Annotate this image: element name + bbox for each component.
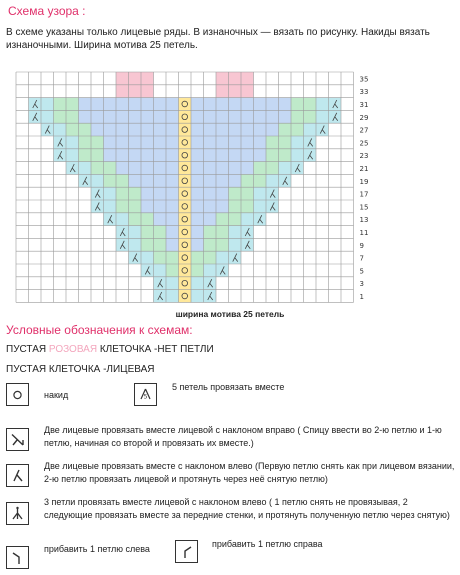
increase-left-icon xyxy=(6,546,29,569)
chart-cell xyxy=(254,149,267,162)
chart-cell xyxy=(229,123,242,136)
chart-cell xyxy=(91,149,104,162)
chart-cell xyxy=(191,98,204,111)
chart-cell xyxy=(254,136,267,149)
chart-cell xyxy=(104,200,117,213)
chart-cell xyxy=(154,123,167,136)
chart-cell xyxy=(229,72,242,85)
chart-cell xyxy=(141,162,154,175)
chart-cell xyxy=(104,162,117,175)
chart-cell xyxy=(154,213,167,226)
chart-cell xyxy=(266,110,279,123)
chart-cell xyxy=(179,149,192,162)
yarn-over-circle-icon xyxy=(6,383,29,406)
chart-cell xyxy=(191,200,204,213)
chart-cell xyxy=(304,98,317,111)
chart-cell xyxy=(154,136,167,149)
chart-cell xyxy=(204,110,217,123)
page-heading: Схема узора : xyxy=(8,4,86,18)
chart-cell xyxy=(291,123,304,136)
chart-cell xyxy=(116,187,129,200)
svg-text:5: 5 xyxy=(143,393,148,401)
chart-cell xyxy=(241,213,254,226)
chart-cell xyxy=(254,187,267,200)
chart-cell xyxy=(166,162,179,175)
chart-cell xyxy=(129,110,142,123)
chart-cell xyxy=(116,149,129,162)
chart-cell xyxy=(141,213,154,226)
chart-cell xyxy=(216,213,229,226)
chart-cell xyxy=(179,136,192,149)
chart-cell xyxy=(129,238,142,251)
chart-cell xyxy=(91,162,104,175)
chart-cell xyxy=(116,110,129,123)
row-number-label: 23 xyxy=(359,152,368,161)
chart-cell xyxy=(316,98,329,111)
chart-cell xyxy=(79,123,92,136)
chart-cell xyxy=(216,226,229,239)
chart-cell xyxy=(291,149,304,162)
chart-cell xyxy=(116,123,129,136)
chart-cell xyxy=(116,85,129,98)
chart-cell xyxy=(104,136,117,149)
chart-cell xyxy=(166,136,179,149)
legend-title: Условные обозначения к схемам: xyxy=(6,323,193,337)
chart-cell xyxy=(91,123,104,136)
chart-cell xyxy=(129,187,142,200)
chart-cell xyxy=(104,123,117,136)
chart-cell xyxy=(241,149,254,162)
row-number-label: 27 xyxy=(359,126,368,135)
chart-cell xyxy=(229,136,242,149)
no-stitch-label: КЛЕТОЧКА -НЕТ ПЕТЛИ xyxy=(99,344,214,355)
chart-cell xyxy=(179,213,192,226)
chart-cell xyxy=(154,162,167,175)
chart-cell xyxy=(279,149,292,162)
chart-cell xyxy=(204,149,217,162)
chart-cell xyxy=(116,98,129,111)
chart-cell xyxy=(54,123,67,136)
chart-cell xyxy=(229,238,242,251)
chart-cell xyxy=(241,123,254,136)
intro-text: В схеме указаны только лицевые ряды. В изнаночных — вязать по рисунку. Накиды вязать изнаночными. Ширина мотива 25 петель. xyxy=(6,27,430,51)
chart-cell xyxy=(129,136,142,149)
chart-cell xyxy=(66,136,79,149)
chart-cell xyxy=(229,174,242,187)
k3tog-left-icon xyxy=(6,502,29,525)
chart-cell xyxy=(104,174,117,187)
chart-cell xyxy=(66,149,79,162)
chart-cell xyxy=(254,162,267,175)
chart-cell xyxy=(254,123,267,136)
chart-cell xyxy=(191,264,204,277)
chart-cell xyxy=(166,251,179,264)
chart-cell xyxy=(216,85,229,98)
chart-cell xyxy=(216,174,229,187)
chart-cell xyxy=(191,251,204,264)
chart-cell xyxy=(91,98,104,111)
chart-cell xyxy=(129,213,142,226)
chart-cell xyxy=(79,110,92,123)
chart-cell xyxy=(204,200,217,213)
chart-cell xyxy=(229,110,242,123)
row-number-label: 21 xyxy=(359,165,368,173)
chart-cell xyxy=(204,136,217,149)
chart-cell xyxy=(166,110,179,123)
chart-cell xyxy=(166,226,179,239)
chart-cell xyxy=(241,174,254,187)
chart-cell xyxy=(116,72,129,85)
chart-cell xyxy=(166,200,179,213)
chart-cell xyxy=(279,123,292,136)
chart-cell xyxy=(229,187,242,200)
chart-cell xyxy=(241,187,254,200)
chart-cell xyxy=(129,226,142,239)
chart-cell xyxy=(204,174,217,187)
chart-cell xyxy=(191,149,204,162)
chart-cell xyxy=(104,187,117,200)
legend-incl-text: прибавить 1 петлю слева xyxy=(44,544,150,554)
chart-cell xyxy=(179,110,192,123)
chart-cell xyxy=(254,174,267,187)
chart-cell xyxy=(104,149,117,162)
chart-cell xyxy=(204,162,217,175)
chart-cell xyxy=(191,136,204,149)
chart-cell xyxy=(104,98,117,111)
chart-cell xyxy=(54,110,67,123)
chart-cell xyxy=(229,226,242,239)
chart-cell xyxy=(66,98,79,111)
chart-cell xyxy=(179,200,192,213)
chart-cell xyxy=(79,136,92,149)
chart-cell xyxy=(191,213,204,226)
chart-cell xyxy=(129,149,142,162)
chart-cell xyxy=(141,85,154,98)
chart-cell xyxy=(154,200,167,213)
chart-cell xyxy=(79,162,92,175)
chart-cell xyxy=(179,277,192,290)
chart-cell xyxy=(204,187,217,200)
chart-cell xyxy=(166,213,179,226)
legend-incr-text: прибавить 1 петлю справа xyxy=(212,539,323,549)
chart-cell xyxy=(229,200,242,213)
chart-cell xyxy=(191,162,204,175)
chart-cell xyxy=(241,162,254,175)
row-number-label: 7 xyxy=(359,254,364,263)
chart-cell xyxy=(204,98,217,111)
empty-label: ПУСТАЯ xyxy=(6,344,47,355)
legend-five-text: 5 петель провязать вместе xyxy=(172,382,285,392)
k2tog-right-icon xyxy=(6,428,29,451)
chart-cell xyxy=(291,98,304,111)
chart-cell xyxy=(154,238,167,251)
knitting-chart xyxy=(8,70,368,308)
chart-cell xyxy=(241,200,254,213)
chart-cell xyxy=(54,98,67,111)
row-number-label: 35 xyxy=(359,75,368,84)
chart-cell xyxy=(154,149,167,162)
chart-caption: ширина мотива 25 петель xyxy=(175,309,285,319)
chart-cell xyxy=(204,213,217,226)
chart-cell xyxy=(191,290,204,303)
chart-cell xyxy=(179,187,192,200)
chart-cell xyxy=(179,238,192,251)
chart-cell xyxy=(179,174,192,187)
chart-cell xyxy=(154,226,167,239)
chart-cell xyxy=(279,136,292,149)
chart-cell xyxy=(216,123,229,136)
row-number-label: 13 xyxy=(359,216,368,225)
chart-cell xyxy=(216,200,229,213)
chart-cell xyxy=(316,110,329,123)
chart-cell xyxy=(166,290,179,303)
chart-cell xyxy=(141,136,154,149)
pink-word: РОЗОВАЯ xyxy=(48,344,98,355)
chart-cell xyxy=(204,238,217,251)
chart-cell xyxy=(79,98,92,111)
chart-cell xyxy=(216,251,229,264)
chart-cell xyxy=(254,110,267,123)
chart-cell xyxy=(116,213,129,226)
chart-cell xyxy=(166,149,179,162)
chart-cell xyxy=(91,110,104,123)
chart-cell xyxy=(216,162,229,175)
chart-cell xyxy=(191,174,204,187)
chart-cell xyxy=(241,110,254,123)
chart-cell xyxy=(179,290,192,303)
row-number-label: 5 xyxy=(359,267,364,276)
chart-cell xyxy=(179,98,192,111)
chart-cell xyxy=(141,226,154,239)
row-number-label: 29 xyxy=(359,113,368,122)
chart-cell xyxy=(141,98,154,111)
chart-cell xyxy=(229,162,242,175)
chart-cell xyxy=(266,149,279,162)
chart-cell xyxy=(279,110,292,123)
chart-cell xyxy=(141,149,154,162)
chart-cell xyxy=(91,136,104,149)
chart-cell xyxy=(116,174,129,187)
chart-cell xyxy=(129,123,142,136)
chart-cell xyxy=(41,98,54,111)
chart-cell xyxy=(141,238,154,251)
chart-cell xyxy=(291,136,304,149)
chart-cell xyxy=(179,226,192,239)
chart-cell xyxy=(216,136,229,149)
chart-cell xyxy=(141,110,154,123)
five-together-icon xyxy=(134,383,157,406)
chart-cell xyxy=(304,110,317,123)
row-number-label: 9 xyxy=(359,241,364,250)
chart-cell xyxy=(241,72,254,85)
chart-cell xyxy=(204,123,217,136)
chart-cell xyxy=(254,98,267,111)
chart-cell xyxy=(191,187,204,200)
chart-cell xyxy=(104,110,117,123)
chart-cell xyxy=(41,110,54,123)
chart-cell xyxy=(229,98,242,111)
row-number-label: 33 xyxy=(359,88,368,97)
chart-cell xyxy=(116,136,129,149)
chart-cell xyxy=(141,187,154,200)
chart-cell xyxy=(154,251,167,264)
chart-cell xyxy=(179,162,192,175)
chart-cell xyxy=(241,85,254,98)
increase-right-icon xyxy=(175,540,198,563)
chart-cell xyxy=(216,110,229,123)
chart-cell xyxy=(166,98,179,111)
chart-cell xyxy=(241,136,254,149)
chart-cell xyxy=(154,174,167,187)
chart-cell xyxy=(154,98,167,111)
chart-cell xyxy=(179,264,192,277)
chart-cell xyxy=(166,123,179,136)
row-number-label: 17 xyxy=(359,190,368,199)
chart-cell xyxy=(129,200,142,213)
chart-cell xyxy=(141,200,154,213)
legend-k2l-text: Две лицевые провязать вместе с наклоном влево (Первую петлю снять как при лицевом вязании, 2-ю петлю провязать лицевой и протянуть через неё снятую петлю) xyxy=(44,461,455,484)
chart-cell xyxy=(216,72,229,85)
chart-cell xyxy=(129,98,142,111)
row-number-label: 1 xyxy=(359,293,364,301)
row-number-label: 15 xyxy=(359,203,368,212)
chart-cell xyxy=(229,149,242,162)
chart-cell xyxy=(141,123,154,136)
chart-cell xyxy=(116,162,129,175)
chart-cell xyxy=(191,238,204,251)
chart-cell xyxy=(166,238,179,251)
chart-cell xyxy=(179,251,192,264)
chart-cell xyxy=(216,238,229,251)
legend-k3-text: 3 петли провязать вместе лицевой с наклоном влево ( 1 петлю снять не провязывая, 2 следующие провязать вместе за передние стенки, и протянуть полученную петлю через снятую) xyxy=(44,497,450,520)
chart-cell xyxy=(304,123,317,136)
legend-k2r-text: Две лицевые провязать вместе лицевой с наклоном вправо ( Спицу ввести во 2-ю петлю и 1-ю петлю, начиная со второй и провязать их вместе.) xyxy=(44,425,442,448)
chart-cell xyxy=(66,123,79,136)
chart-cell xyxy=(254,200,267,213)
row-number-label: 31 xyxy=(359,101,368,109)
chart-cell xyxy=(166,264,179,277)
chart-cell xyxy=(191,110,204,123)
row-number-label: 3 xyxy=(359,280,364,289)
chart-cell xyxy=(154,264,167,277)
chart-cell xyxy=(141,72,154,85)
chart-cell xyxy=(266,174,279,187)
chart-cell xyxy=(116,200,129,213)
chart-cell xyxy=(216,149,229,162)
chart-cell xyxy=(166,277,179,290)
chart-cell xyxy=(179,123,192,136)
chart-cell xyxy=(141,174,154,187)
chart-cell xyxy=(241,98,254,111)
chart-cell xyxy=(166,187,179,200)
chart-cell xyxy=(266,162,279,175)
chart-cell xyxy=(291,110,304,123)
chart-cell xyxy=(204,226,217,239)
chart-cell xyxy=(91,174,104,187)
chart-cell xyxy=(191,123,204,136)
chart-cell xyxy=(279,98,292,111)
chart-cell xyxy=(266,123,279,136)
chart-cell xyxy=(204,251,217,264)
row-number-label: 11 xyxy=(359,229,368,237)
chart-cell xyxy=(229,213,242,226)
k2tog-left-icon xyxy=(6,464,29,487)
chart-cell xyxy=(191,226,204,239)
chart-cell xyxy=(216,98,229,111)
chart-cell xyxy=(129,174,142,187)
chart-cell xyxy=(204,264,217,277)
chart-cell xyxy=(191,277,204,290)
legend-knit-line: ПУСТАЯ КЛЕТОЧКА -ЛИЦЕВАЯ xyxy=(6,364,155,375)
chart-cell xyxy=(66,110,79,123)
chart-cell xyxy=(154,110,167,123)
chart-cell xyxy=(129,85,142,98)
chart-cell xyxy=(129,72,142,85)
legend-no-stitch-line xyxy=(6,344,214,355)
chart-cell xyxy=(79,149,92,162)
chart-cell xyxy=(229,85,242,98)
row-number-label: 19 xyxy=(359,177,368,186)
chart-cell xyxy=(154,187,167,200)
chart-cell xyxy=(141,251,154,264)
chart-cell xyxy=(266,98,279,111)
chart-cell xyxy=(216,187,229,200)
row-number-label: 25 xyxy=(359,139,368,148)
chart-cell xyxy=(166,174,179,187)
chart-cell xyxy=(279,162,292,175)
chart-cell xyxy=(129,162,142,175)
chart-cell xyxy=(266,136,279,149)
legend-yo-text: накид xyxy=(44,390,69,400)
